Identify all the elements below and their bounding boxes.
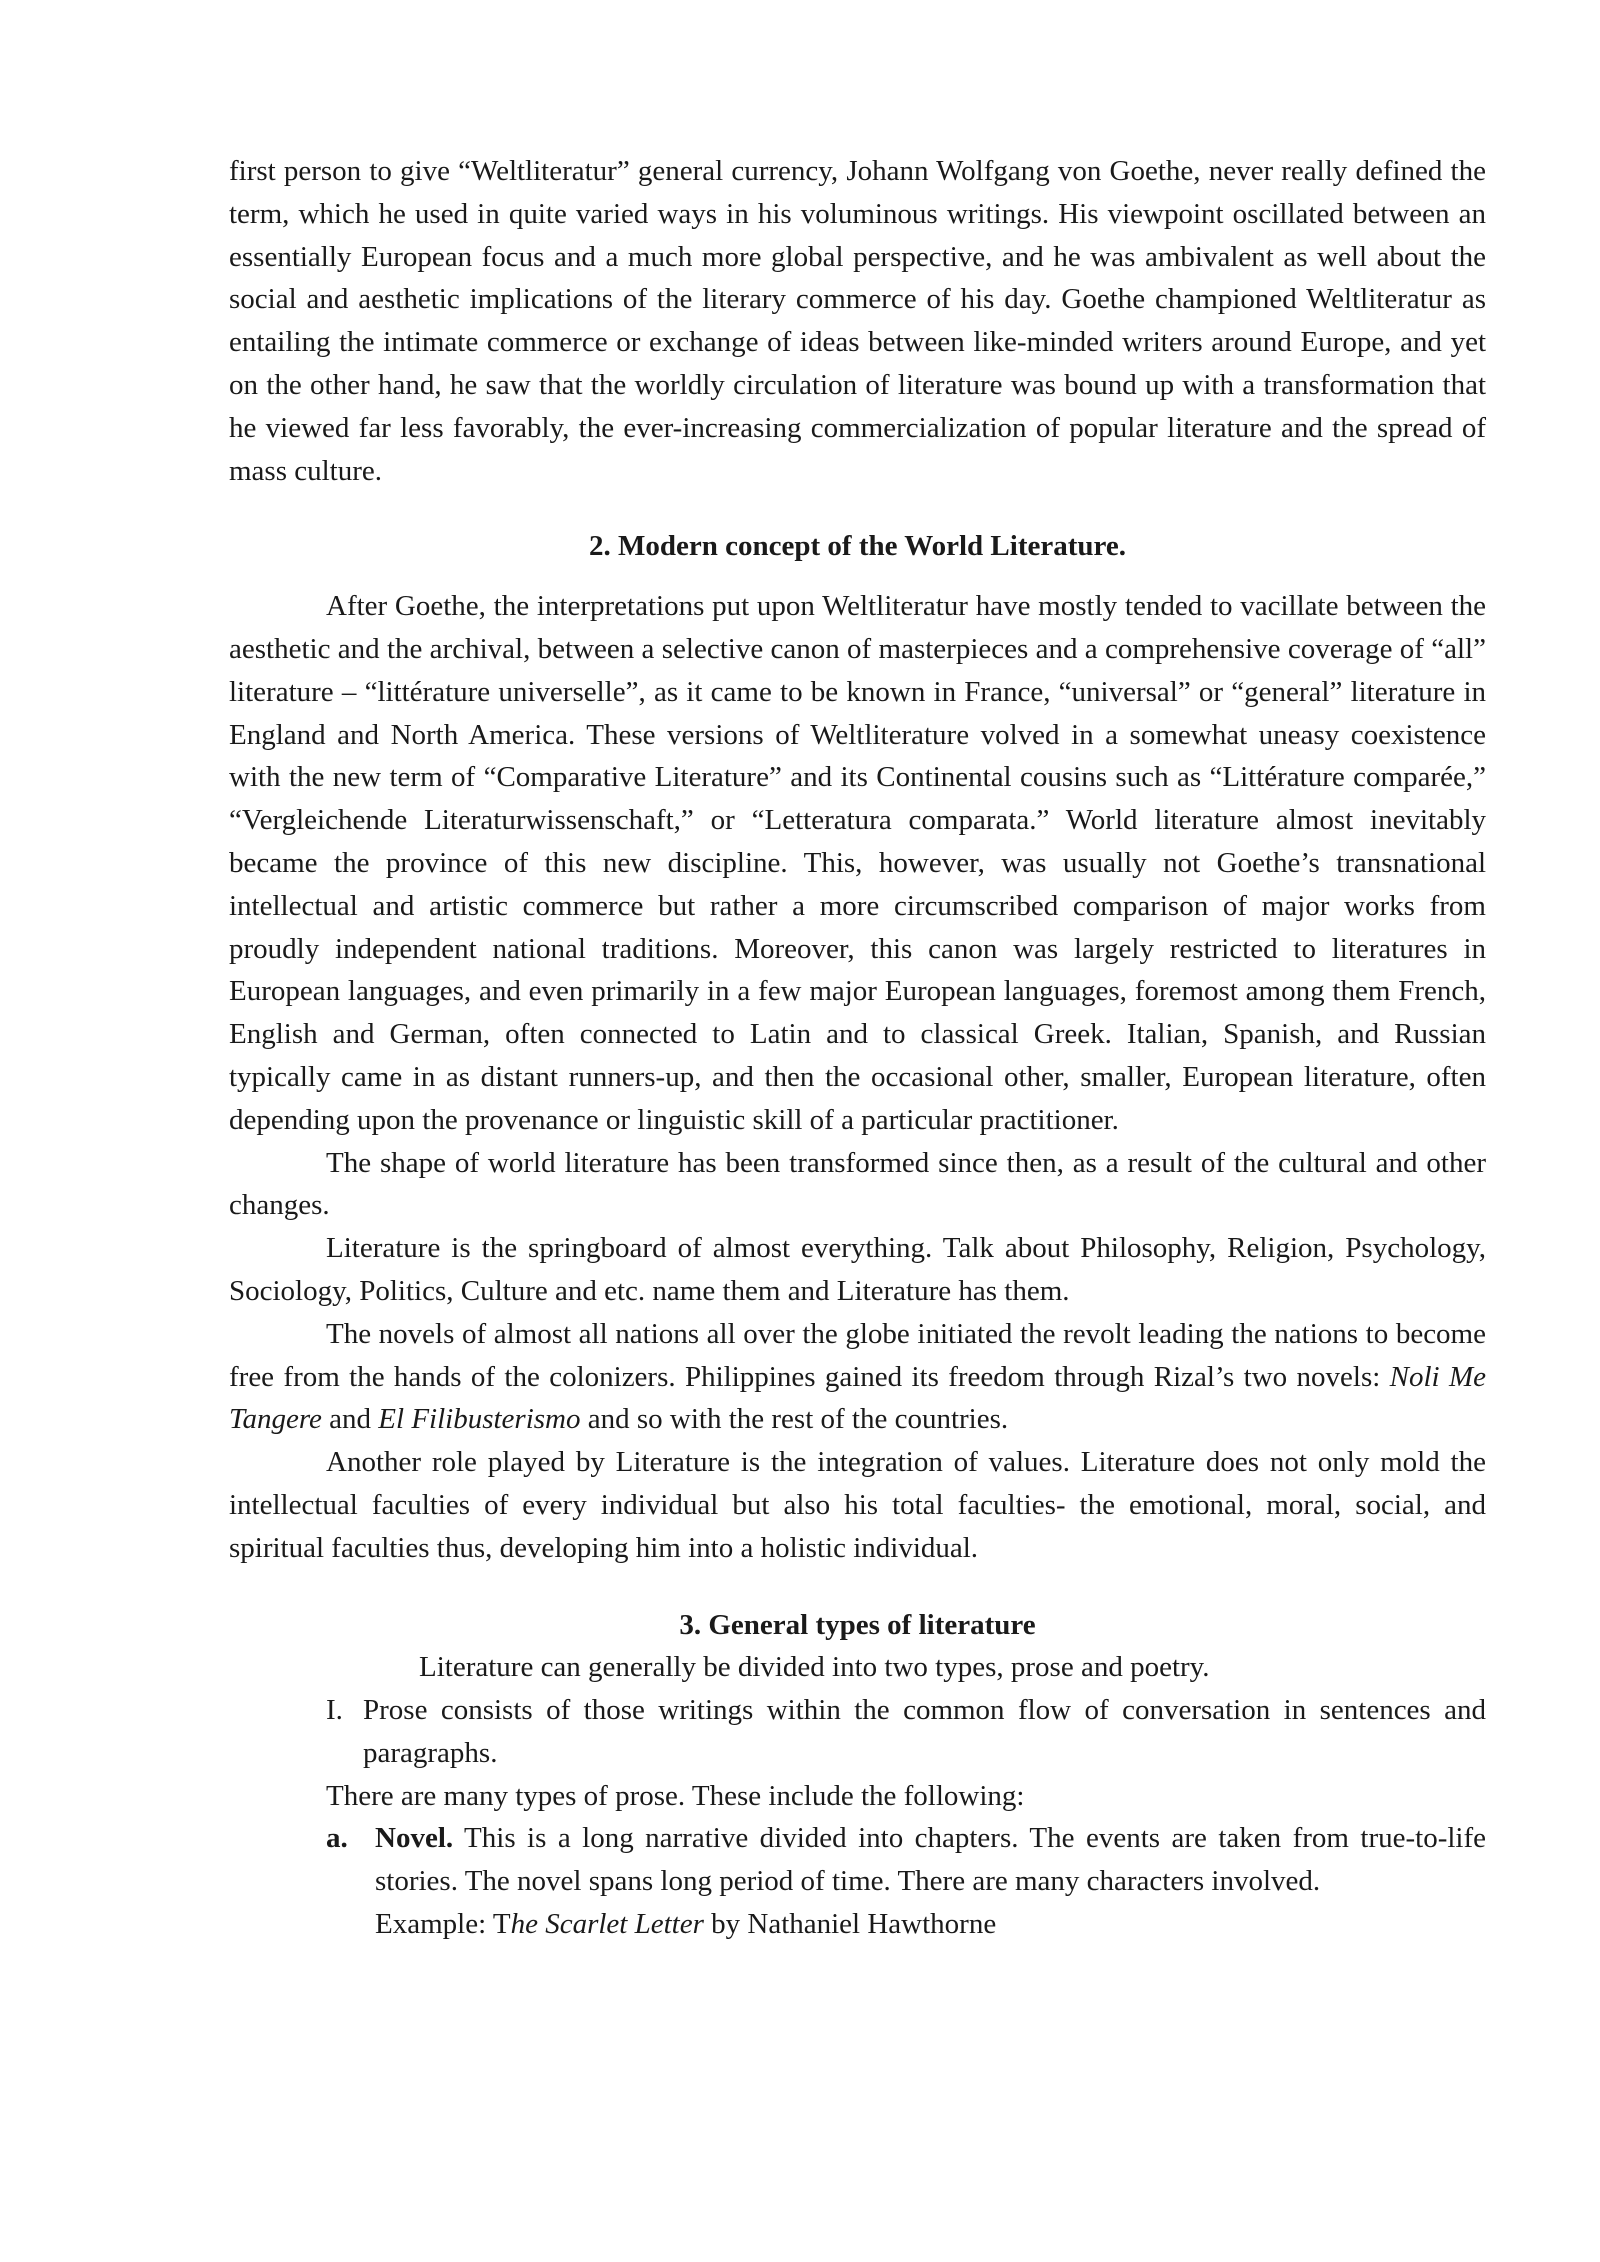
section-heading-general-types: 3. General types of literature	[679, 1608, 1036, 1641]
paragraph-after-goethe: After Goethe, the interpretations put upon Weltliteratur have mostly tended to vacillate between the aesthetic and the archival, between a selective canon of masterpieces and a comprehensive coverage of “all” literature – “littérature universelle”, as it came to be known in France, “universal” or “general” literature in England and North America. These versions of Weltliterature volved in a somewhat uneasy coexistence with the new term of “Comparative Literature” and its Continental cousins such as “Littérature comparée,” “Vergleichende Literaturwissenschaft,” or “Letteratura comparata.” World literature almost inevitably became the province of this new discipline. This, however, was usually not Goethe’s transnational intellectual and artistic commerce but rather a more circumscribed comparison of major works from proudly independent national traditions. Moreover, this canon was largely restricted to literatures in European languages, and even primarily in a few major European languages, foremost among them French, English and German, often connected to Latin and to classical Greek. Italian, Spanish, and Russian typically came in as distant runners-up, and then the occasional other, smaller, European literature, often depending upon the provenance or linguistic skill of a particular practitioner.	[229, 590, 1486, 1136]
paragraph-springboard: Literature is the springboard of almost everything. Talk about Philosophy, Religion, Psychology, Sociology, Politics, Culture and etc. name them and Literature has them.	[229, 1232, 1486, 1307]
novel-example: Example: The Scarlet Letter by Nathaniel Hawthorne	[375, 1908, 997, 1941]
term-novel: Novel.	[375, 1822, 454, 1855]
prose-types-intro: There are many types of prose. These include the following:	[326, 1779, 1025, 1812]
title-scarlet-letter: he Scarlet Letter	[510, 1908, 704, 1941]
list-letter: a.	[326, 1822, 348, 1855]
document-page	[229, 150, 1486, 1946]
list-item-prose: I. Prose consists of those writings within the common flow of conversation in sentences and paragraphs.	[229, 1689, 1486, 1775]
title-el-filibusterismo: El Filibusterismo	[378, 1403, 581, 1436]
paragraph-shape: The shape of world literature has been transformed since then, as a result of the cultural and other changes.	[229, 1146, 1486, 1222]
paragraph-novels: The novels of almost all nations all over the globe initiated the revolt leading the nations to become free from the hands of the colonizers. Philippines gained its freedom through Rizal’s two novels: Noli Me Tangere and El Filibusterismo and so with the rest of the countries.	[229, 1317, 1486, 1436]
paragraph-values: Another role played by Literature is the integration of values. Literature does not only mold the intellectual faculties of every individual but also his total faculties- the emotional, moral, social, and spiritual faculties thus, developing him into a holistic individual.	[229, 1446, 1486, 1564]
list-number: I.	[326, 1694, 343, 1727]
types-intro-line: Literature can generally be divided into two types, prose and poetry.	[419, 1651, 1210, 1684]
section-heading-modern-concept: 2. Modern concept of the World Literature.	[589, 530, 1126, 563]
title-noli-me-tangere: Noli Me Tangere	[229, 1360, 1486, 1436]
paragraph-goethe: first person to give “Weltliteratur” general currency, Johann Wolfgang von Goethe, never really defined the term, which he used in quite varied ways in his voluminous writings. His viewpoint oscillated between an essentially European focus and a much more global perspective, and he was ambivalent as well about the social and aesthetic implications of the literary commerce of his day. Goethe championed Weltliteratur as entailing the intimate commerce or exchange of ideas between like-minded writers around Europe, and yet on the other hand, he saw that the worldly circulation of literature was bound up with a transformation that he viewed far less favorably, the ever-increasing commercialization of popular literature and the spread of mass culture.	[229, 155, 1486, 487]
list-item-novel: a. Novel. This is a long narrative divided into chapters. The events are taken from true-to-life stories. The novel spans long period of time. There are many characters involved.	[229, 1817, 1486, 1903]
